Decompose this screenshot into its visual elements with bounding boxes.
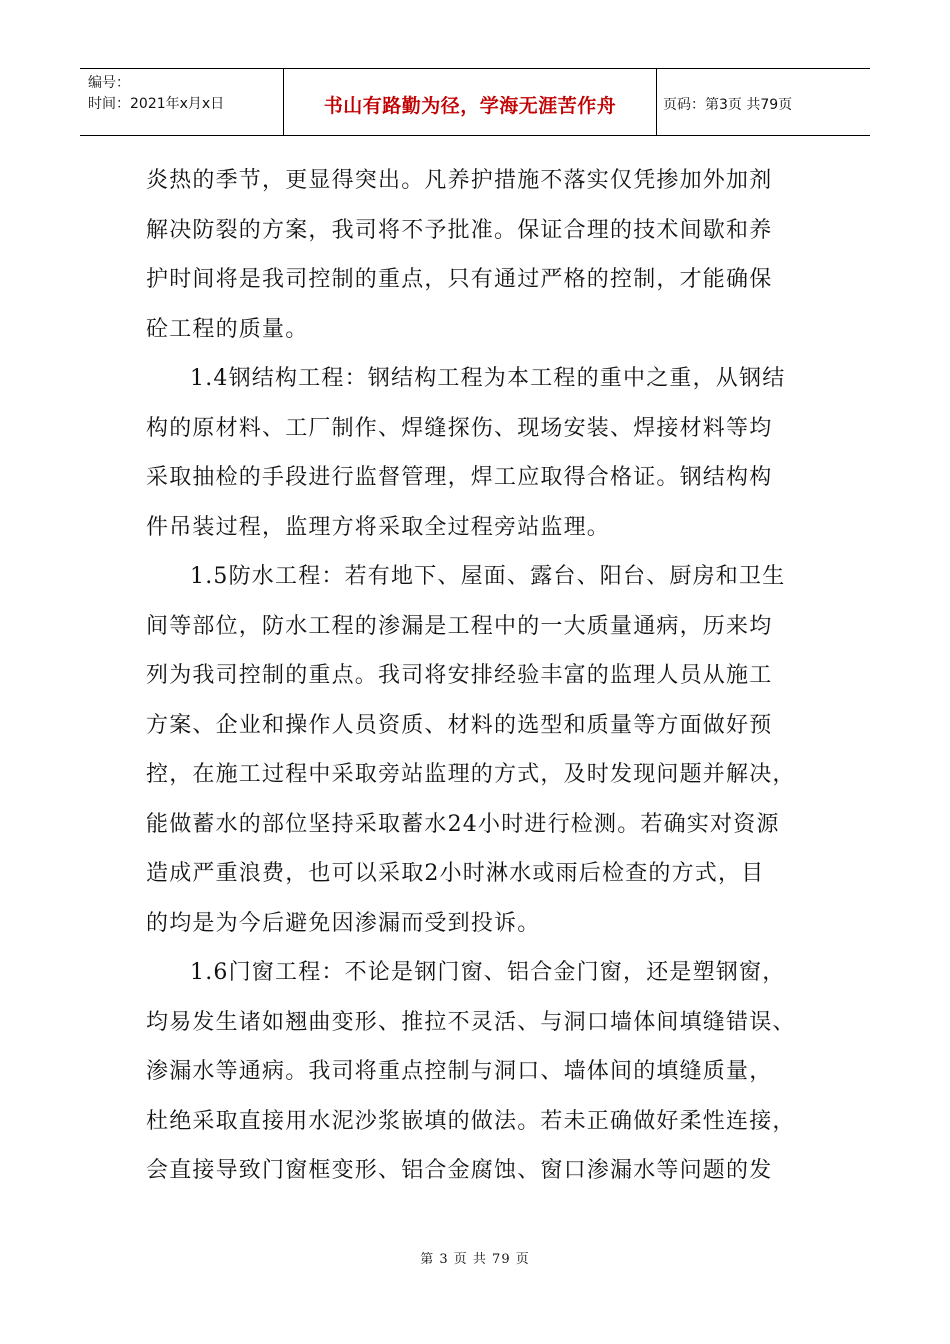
text-line: 炎热的季节，更显得突出。凡养护措施不落实仅凭掺加外加剂 (146, 168, 773, 193)
text-line: 造成严重浪费，也可以采取2小时淋水或雨后检查的方式，目 (146, 861, 765, 886)
text-line: 的均是为今后避免因渗漏而受到投诉。 (146, 910, 541, 936)
page-info: 页码：第3页 共79页 (663, 97, 793, 113)
text-line: 能做蓄水的部位坚持采取蓄水24小时进行检测。若确实对资源 (146, 811, 780, 837)
text-line: 护时间将是我司控制的重点，只有通过严格的控制，才能确保 (146, 267, 773, 292)
date-label: 时间：2021年x月x日 (88, 96, 225, 112)
text-line: 件吊装过程，监理方将采取全过程旁站监理。 (146, 514, 611, 540)
text-line: 砼工程的质量。 (146, 316, 309, 342)
header-page-cell (657, 69, 870, 135)
header-meta-cell (80, 69, 283, 135)
text-line: 均易发生诸如翘曲变形、推拉不灵活、与洞口墙体间填缝错误、 (146, 1009, 796, 1035)
footer-page-number: 第 3 页 共 79 页 (420, 1252, 530, 1267)
text-line: 构的原材料、工厂制作、焊缝探伤、现场安装、焊接材料等均 (146, 415, 773, 441)
header-motto-cell (283, 69, 657, 135)
text-line: 会直接导致门窗框变形、铝合金腐蚀、窗口渗漏水等问题的发 (146, 1158, 773, 1183)
section-heading-line: 1.6门窗工程：不论是钢门窗、铝合金门窗，还是塑钢窗， (190, 960, 786, 985)
text-line: 列为我司控制的重点。我司将安排经验丰富的监理人员从施工 (146, 663, 773, 688)
text-line: 控，在施工过程中采取旁站监理的方式，及时发现问题并解决， (146, 762, 796, 787)
text-line: 解决防裂的方案，我司将不予批准。保证合理的技术间歇和养 (146, 217, 773, 243)
section-heading-line: 1.5防水工程：若有地下、屋面、露台、阳台、厨房和卫生 (190, 564, 786, 589)
section-heading-line: 1.4钢结构工程：钢结构工程为本工程的重中之重，从钢结 (190, 366, 786, 391)
text-line: 间等部位，防水工程的渗漏是工程中的一大质量通病，历来均 (146, 613, 773, 639)
text-line: 渗漏水等通病。我司将重点控制与洞口、墙体间的填缝质量， (146, 1059, 773, 1084)
motto-text: 书山有路勤为径，学海无涯苦作舟 (323, 94, 617, 117)
serial-number-label: 编号： (88, 75, 130, 91)
document-body (146, 156, 806, 1196)
page-footer (0, 1248, 950, 1267)
text-line: 方案、企业和操作人员资质、材料的选型和质量等方面做好预 (146, 712, 773, 738)
page-header (80, 68, 870, 136)
text-line: 采取抽检的手段进行监督管理，焊工应取得合格证。钢结构构 (146, 465, 773, 490)
text-line: 杜绝采取直接用水泥沙浆嵌填的做法。若未正确做好柔性连接， (146, 1108, 796, 1134)
